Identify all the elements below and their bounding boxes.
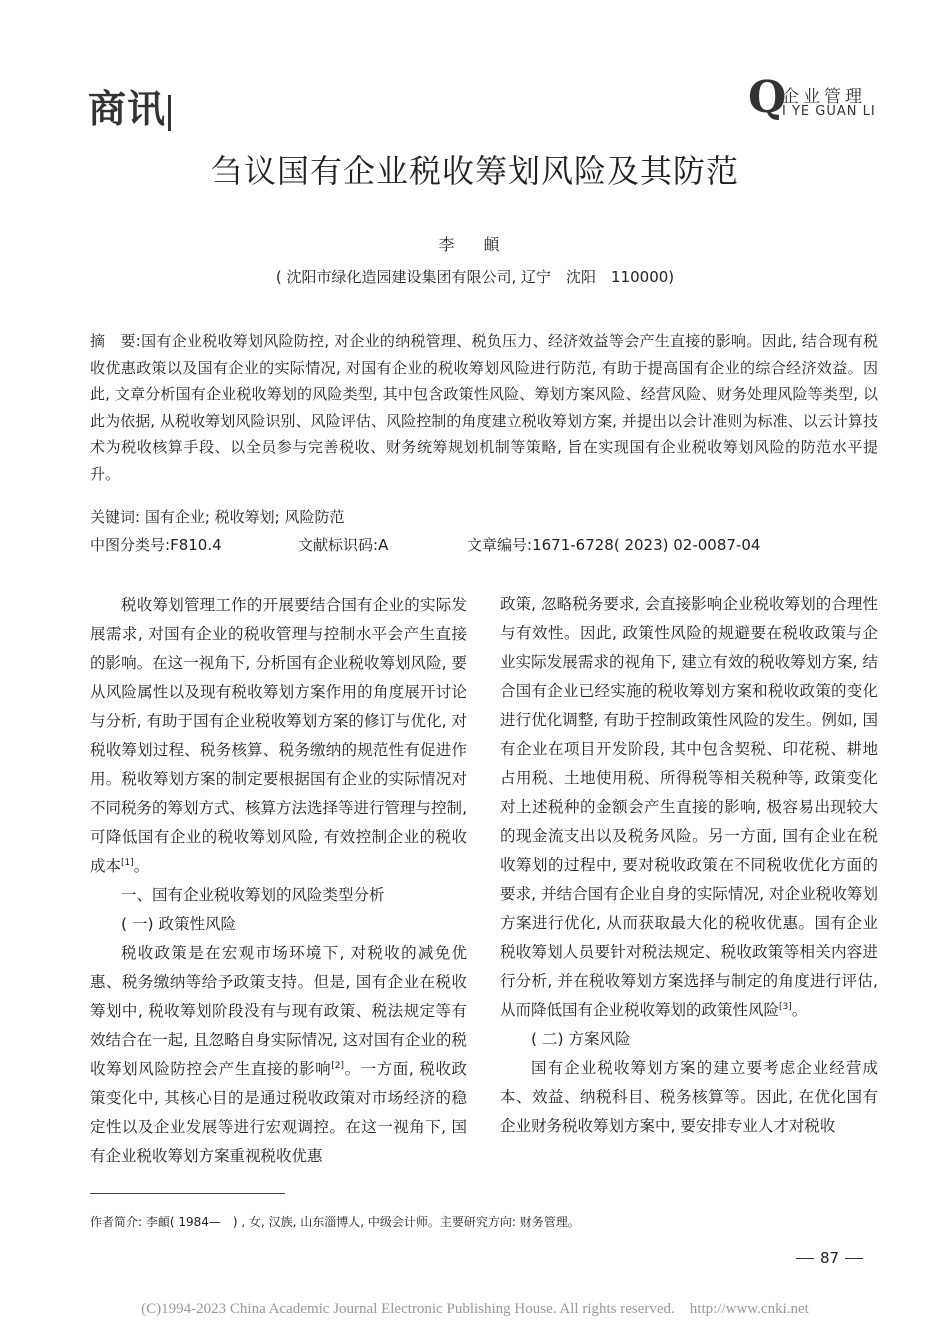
article-number: 文章编号:1671-6728( 2023) 02-0087-04 bbox=[467, 536, 761, 554]
logo-q-letter: Q bbox=[748, 72, 787, 123]
journal-logo-left: 商讯 bbox=[88, 78, 171, 133]
logo-cn-text: 企业管理 bbox=[782, 87, 866, 107]
body-column-right bbox=[500, 590, 878, 1141]
paper-title: 刍议国有企业税收筹划风险及其防范 bbox=[210, 152, 739, 190]
copyright-notice: (C)1994-2023 China Academic Journal Electronic Publishing House. All rights reserved. http://www.cnki.net bbox=[141, 1301, 809, 1317]
clc-number: 中图分类号:F810.4 bbox=[90, 536, 222, 554]
author-affiliation: ( 沈阳市绿化造园建设集团有限公司, 辽宁 沈阳 110000) bbox=[275, 268, 675, 286]
author-name: 李 頔 bbox=[438, 235, 512, 254]
subsection-heading: ( 二) 方案风险 bbox=[531, 1030, 631, 1048]
author-footnote: 作者简介: 李頔( 1984— ) , 女, 汉族, 山东淄博人, 中级会计师。主要研究方向: 财务管理。 bbox=[90, 1215, 580, 1229]
logo-en-text: I YE GUAN LI bbox=[782, 104, 876, 119]
keywords-text: 国有企业; 税收筹划; 风险防范 bbox=[144, 508, 345, 526]
body-paragraph: 国有企业税收筹划方案的建立要考虑企业经营成本、效益、纳税科目、税务核算等。因此, 在优化国有企业财务税收筹划方案中, 要安排专业人才对税收 bbox=[500, 1059, 878, 1135]
subsection-heading: ( 一) 政策性风险 bbox=[121, 915, 236, 933]
citation-ref: [1] bbox=[121, 857, 134, 868]
body-paragraph: 税收政策是在宏观市场环境下, 对税收的减免优惠、税务缴纳等给予政策支持。但是, 国有企业在税收筹划中, 税收筹划阶段没有与现有政策、税法规定等有效结合在一起, 且忽略自身实际情况, 这对国有企业的税收筹划风险防控会产生直接的影响[2]。一方面, 税收政策变化中, 其核心目的是通过税收政策对市场经济的稳定性以及企业发展等进行宏观调控。在这一视角下, 国有企业税收筹划方案重视税收优惠 bbox=[90, 944, 467, 1165]
journal-logo-right bbox=[748, 72, 888, 124]
abstract-label: 摘 要: bbox=[90, 332, 141, 350]
body-paragraph: 政策, 忽略税务要求, 会直接影响企业税收筹划的合理性与有效性。因此, 政策性风险的规避要在税收政策与企业实际发展需求的视角下, 建立有效的税收筹划方案, 结合国有企业已经实施的税收筹划方案和税收政策的变化进行优化调整, 有助于控制政策性风险的发生。例如, 国有企业在项目开发阶段, 其中包含契税、印花税、耕地占用税、土地使用税、所得税等相关税种等, 政策变化对上述税种的金额会产生直接的影响, 极容易出现较大的现金流支出以及税务风险。另一方面, 国有企业在税收筹划的过程中, 要对税收政策在不同税收优化方面的要求, 并结合国有企业自身的实际情况, 对企业税收筹划方案进行优化, 从而获取最大化的税收优惠。国有企业税收筹划人员要针对税法规定、税收政策等相关内容进行分析, 并在税收筹划方案选择与制定的角度进行评估, 从而降低国有企业税收筹划的政策性风险[3]。 bbox=[500, 595, 878, 1019]
abstract-text: 国有企业税收筹划风险防控, 对企业的纳税管理、税负压力、经济效益等会产生直接的影响。因此, 结合现有税收优惠政策以及国有企业的实际情况, 对国有企业的税收筹划风险进行防范, 有助于提高国有企业的综合经济效益。因此, 文章分析国有企业税收筹划的风险类型, 其中包含政策性风险、筹划方案风险、经营风险、财务处理风险等类型, 以此为依据, 从税收筹划风险识别、风险评估、风险控制的角度建立税收筹划方案, 并提出以会计准则为标准、以云计算技术为税收核算手段、以全员参与完善税收、财务统筹规划机制等策略, 旨在实现国有企业税收筹划风险的防范水平提升。 bbox=[90, 332, 878, 483]
page-number: 87 bbox=[790, 1249, 869, 1267]
body-paragraph: 税收筹划管理工作的开展要结合国有企业的实际发展需求, 对国有企业的税收管理与控制水平会产生直接的影响。在这一视角下, 分析国有企业税收筹划风险, 要从风险属性以及现有税收筹划方案作用的角度展开讨论与分析, 有助于国有企业税收筹划方案的修订与优化, 对税收筹划过程、税务核算、税务缴纳的规范性有促进作用。税收筹划方案的制定要根据国有企业的实际情况对不同税务的筹划方式、核算方法选择等进行管理与控制, 可降低国有企业的税收筹划风险, 有效控制企业的税收成本[1]。 bbox=[90, 596, 467, 875]
keywords bbox=[90, 506, 345, 527]
citation-ref: [3] bbox=[779, 1001, 792, 1012]
keywords-label: 关键词: bbox=[90, 508, 141, 526]
document-code: 文献标识码:A bbox=[298, 536, 389, 554]
body-column-left bbox=[90, 591, 467, 1171]
abstract bbox=[90, 328, 878, 487]
section-heading: 一、国有企业税收筹划的风险类型分析 bbox=[121, 886, 385, 904]
footnote-divider bbox=[90, 1193, 285, 1194]
citation-ref: [2] bbox=[331, 1060, 344, 1071]
